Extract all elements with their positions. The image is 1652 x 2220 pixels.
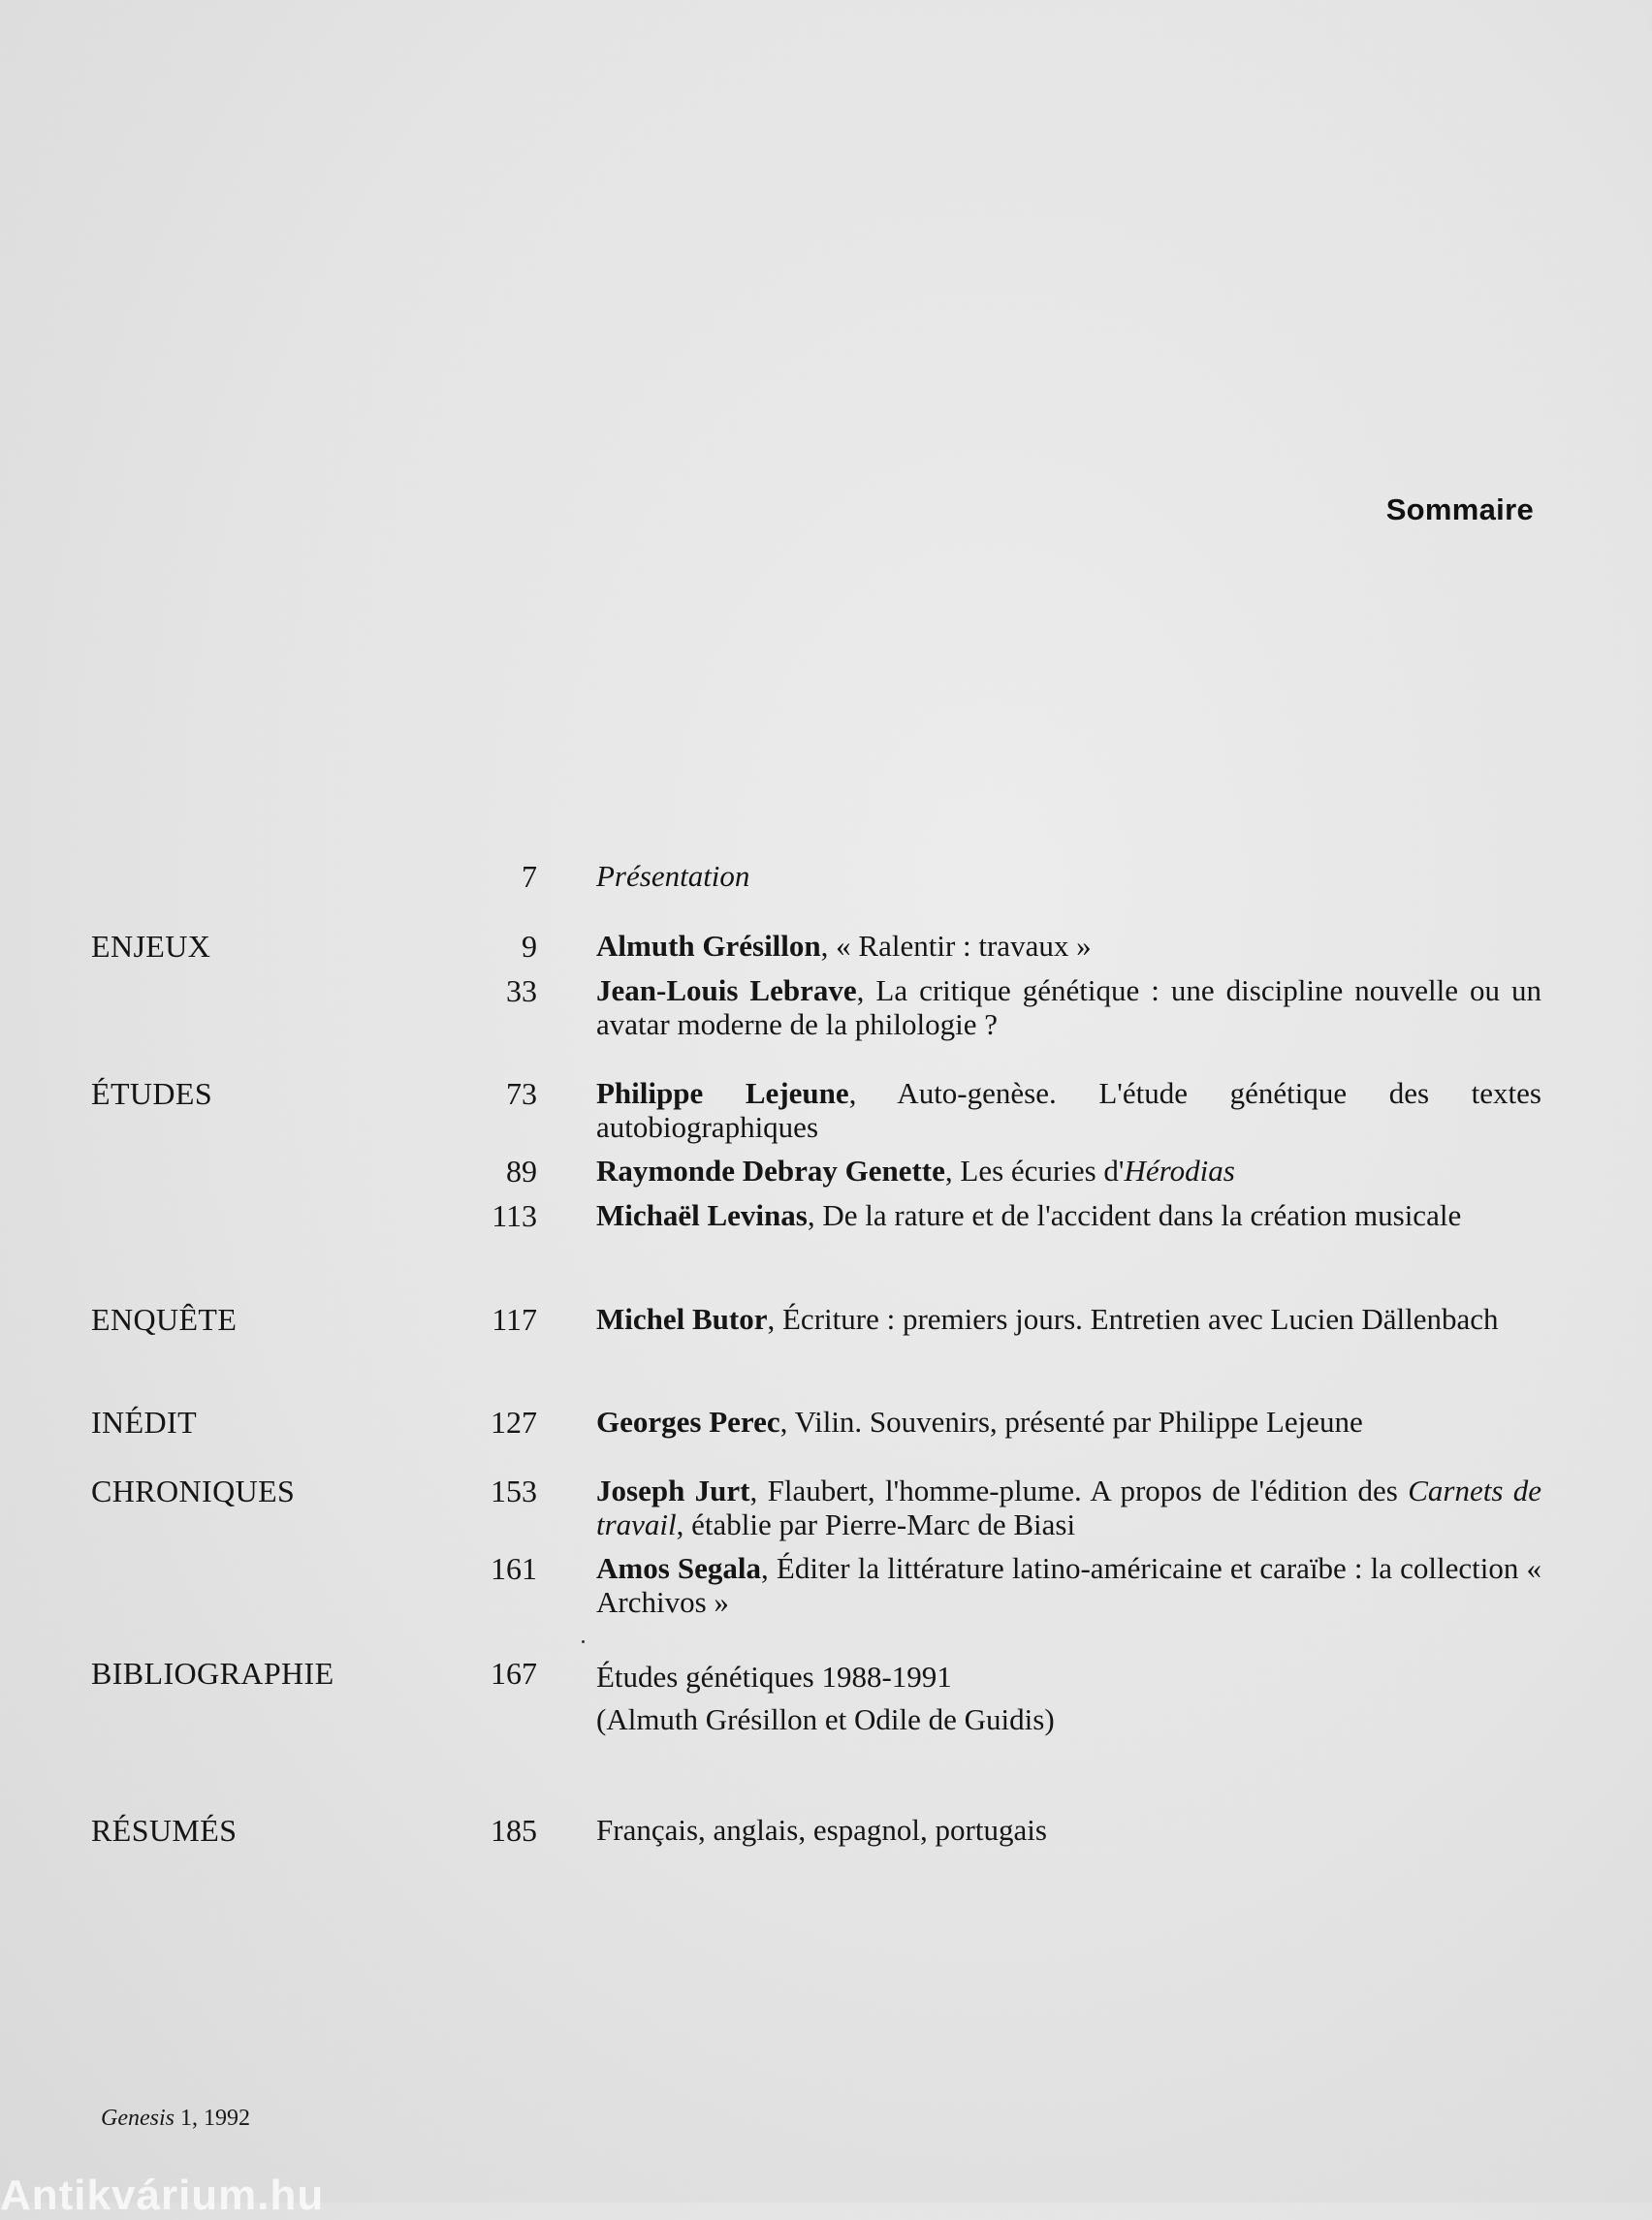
entry-title: [596, 1813, 1541, 1847]
page-number: 33: [506, 973, 537, 1008]
entry-title-text: , Écriture : premiers jours. Entretien avec Lucien Dällenbach: [767, 1302, 1499, 1336]
page-number: 161: [491, 1551, 537, 1586]
entry-author: Amos Segala: [596, 1551, 762, 1585]
entry-title-text: , « Ralentir : travaux »: [820, 929, 1092, 963]
entry-title: [596, 973, 1541, 1041]
entry-title: [596, 1076, 1541, 1144]
footer-issue: 1, 1992: [179, 2106, 250, 2131]
page-title: Sommaire: [1385, 492, 1534, 526]
entry-title-line2: (Almuth Grésillon et Odile de Guidis): [596, 1702, 1055, 1736]
page-number: 73: [506, 1076, 537, 1111]
entry-title-text: , Les écuries d': [944, 1154, 1125, 1188]
entry-title-end: , établie par Pierre-Marc de Biasi: [676, 1507, 1076, 1541]
page-number: 167: [491, 1656, 537, 1691]
page-number: 9: [522, 929, 537, 964]
entry-author: Philippe Lejeune: [596, 1076, 849, 1110]
footer-journal: Genesis: [101, 2106, 175, 2131]
entry-title: [596, 1551, 1541, 1619]
entry-author: Michel Butor: [596, 1302, 768, 1336]
page-number: 185: [491, 1813, 537, 1848]
page-number: 7: [522, 859, 537, 894]
page-number: 127: [491, 1405, 537, 1440]
page-number: 153: [491, 1474, 537, 1508]
section-label-enquete: ENQUÊTE: [91, 1302, 238, 1337]
entry-title: [596, 1302, 1541, 1336]
watermark: Antikvárium.hu: [0, 2172, 325, 2219]
entry-title: [596, 1154, 1541, 1188]
entry-author: Almuth Grésillon: [596, 929, 821, 963]
section-label-resumes: RÉSUMÉS: [91, 1813, 238, 1848]
entry-author: Georges Perec: [596, 1405, 780, 1439]
entry-title-text: , Vilin. Souvenirs, présenté par Philippe Lejeune: [779, 1405, 1363, 1439]
entry-title-text: Études génétiques 1988-1991: [596, 1660, 952, 1694]
section-label-enjeux: ENJEUX: [91, 929, 211, 964]
entry-title-text: , Éditer la littérature latino-américaine et caraïbe : la collection « Archivos »: [596, 1551, 1542, 1619]
entry-title: [596, 1405, 1541, 1439]
entry-title-text: , Auto-genèse. L'étude génétique des textes autobiographiques: [596, 1076, 1541, 1144]
page-number: 113: [492, 1198, 537, 1233]
entry-title-text: Présentation: [596, 859, 750, 893]
entry-title: [596, 1474, 1541, 1541]
entry-title-text: , De la rature et de l'accident dans la création musicale: [807, 1198, 1462, 1232]
entry-title-text: , La critique génétique : une discipline nouvelle ou un avatar moderne de la philologie ?: [596, 973, 1541, 1041]
entry-author: Michaël Levinas: [596, 1198, 808, 1232]
entry-author: Joseph Jurt: [596, 1474, 750, 1507]
section-label-bibliographie: BIBLIOGRAPHIE: [91, 1656, 334, 1691]
entry-author: Raymonde Debray Genette: [596, 1154, 945, 1188]
section-label-inedit: INÉDIT: [91, 1405, 198, 1440]
entry-author: Jean-Louis Lebrave: [596, 973, 857, 1007]
entry-title: [596, 1198, 1541, 1232]
entry-title: [596, 929, 1541, 963]
entry-title-italic: Hérodias: [1124, 1154, 1235, 1188]
footer-citation: [101, 2106, 250, 2132]
section-label-etudes: ÉTUDES: [91, 1076, 213, 1111]
entry-title: [596, 859, 1541, 893]
entry-title: [596, 1656, 1541, 1741]
paper-speck: [582, 1640, 585, 1643]
page-number: 117: [492, 1302, 537, 1337]
section-label-chroniques: CHRONIQUES: [91, 1474, 296, 1508]
entry-title-text: Français, anglais, espagnol, portugais: [596, 1813, 1047, 1847]
page-number: 89: [506, 1154, 537, 1189]
entry-title-text: , Flaubert, l'homme-plume. A propos de l'édition des: [749, 1474, 1409, 1507]
entry-title-italic: Carnets de travail: [596, 1474, 1542, 1541]
